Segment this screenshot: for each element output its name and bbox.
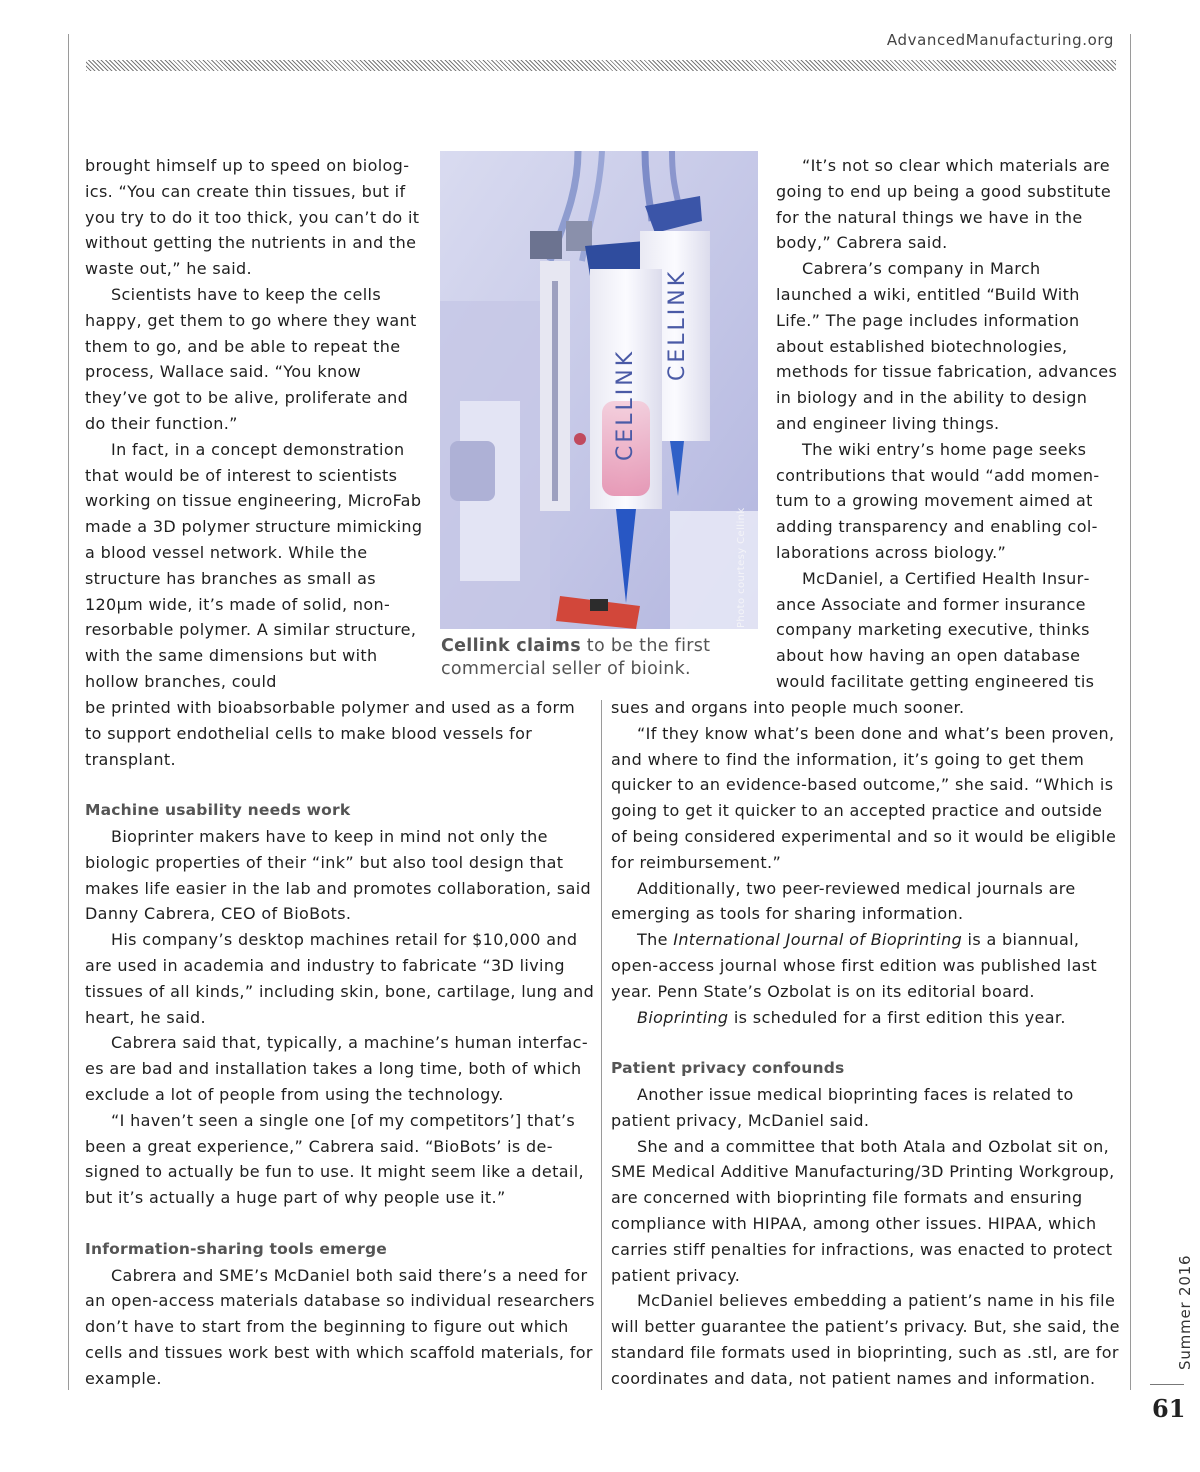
paragraph: be printed with bioabsorbable polymer and used as a form to support endothelial cells to make blood vessels for transplant. bbox=[85, 698, 576, 769]
paragraph: She and a committee that both Atala and Ozbolat sit on, SME Medical Additive Manufacturing/3D Printing Workgroup, are concerned with bioprinting file formats and ensuring compliance with HIPAA, among other issues. HIPAA, which carries stiff penalties for infractions, was enacted to protect patient privacy. bbox=[611, 1136, 1115, 1285]
folio-rule bbox=[1150, 1384, 1184, 1385]
caption-text: to be the first commercial seller of bioink. bbox=[441, 636, 711, 679]
site-url: AdvancedManufacturing.org bbox=[886, 31, 1114, 49]
paragraph: The wiki entry’s home page seeks contributions that would “add momentum to a growing movement aimed at adding transparency and enabling collaborations across biology.” bbox=[776, 439, 1100, 562]
paragraph: McDaniel, a Certified Health Insurance Associate and former insurance company marketing executive, thinks about how having an open database would facilitate getting engineered tis bbox=[776, 568, 1095, 691]
section-heading: Information-sharing tools emerge bbox=[85, 1239, 387, 1258]
paragraph: “If they know what’s been done and what’s been proven, and where to find the information, it’s going to get them quicker to an evidence-based outcome,” she said. “Which is going to get it quicker to an accepted practice and outside of being considered experimental and so it would be eligible for reimbursement.” bbox=[611, 723, 1117, 872]
column-right-bottom bbox=[611, 695, 1121, 1392]
column-left-bottom bbox=[85, 695, 595, 1392]
text: The bbox=[637, 930, 674, 950]
header-hatch-bar bbox=[86, 60, 1116, 71]
paragraph: McDaniel believes embedding a patient’s name in his file will better guarantee the patient’s privacy. But, she said, the standard file formats used in bioprinting, such as .stl, are for coordinates and data, not patient names and information. bbox=[611, 1291, 1120, 1388]
page-number: 61 bbox=[1152, 1394, 1186, 1423]
paragraph: sues and organs into people much sooner. bbox=[611, 698, 965, 717]
paragraph: brought himself up to speed on biologics. “You can create thin tissues, but if you try to do it too thick, you can’t do it without getting the nutrients in and the waste out,” he said. bbox=[85, 156, 420, 279]
paragraph: Cabrera and SME’s McDaniel both said there’s a need for an open-access materials database so individual researchers don’t have to start from the beginning to figure out which cells and tissues work best with which scaffold materials, for example. bbox=[85, 1265, 595, 1388]
paragraph: Scientists have to keep the cells happy, get them to go where they want them to go, and be able to repeat the process, Wallace said. “You know they’ve got to be alive, proliferate and do their function.” bbox=[85, 284, 417, 433]
journal-title: International Journal of Bioprinting bbox=[673, 930, 963, 950]
paragraph: “I haven’t seen a single one [of my competitors’] that’s been a great experience,” Cabrera said. “BioBots’ is designed to actually be fun to use. It might seem like a detail, but it’s actually a huge part of why people use it.” bbox=[85, 1110, 584, 1208]
paragraph: Additionally, two peer-reviewed medical journals are emerging as tools for sharing information. bbox=[611, 878, 1076, 924]
paragraph: Another issue medical bioprinting faces is related to patient privacy, McDaniel said. bbox=[611, 1084, 1074, 1130]
section-heading: Patient privacy confounds bbox=[611, 1059, 845, 1078]
caption-bold: Cellink claims bbox=[441, 636, 581, 656]
edition-label: Summer 2016 bbox=[1176, 1254, 1194, 1370]
photo-caption bbox=[441, 635, 761, 681]
column-right-top bbox=[776, 153, 1121, 695]
bioprinter-illustration bbox=[440, 151, 758, 629]
paragraph: In fact, in a concept demonstration that would be of interest to scientists working on tissue engineering, MicroFab made a 3D polymer structure mimicking a blood vessel network. While the structure has branches as small as 120μm wide, it’s made of solid, non-resorbable polymer. A similar structure, with the same dimensions but with hollow branches, could bbox=[85, 439, 423, 691]
left-margin-rule bbox=[68, 34, 69, 1390]
paragraph: Cabrera said that, typically, a machine’s human interfaces are bad and installation takes a long time, both of which exclude a lot of people from using the technology. bbox=[85, 1033, 588, 1104]
section-heading: Machine usability needs work bbox=[85, 801, 351, 820]
back-cartridge-label: CELLINK bbox=[665, 268, 690, 381]
text: is a biannual, open-access journal whose first edition was published last year. Penn State’s Ozbolat is on its editorial board. bbox=[611, 930, 1098, 1001]
journal-title: Bioprinting bbox=[637, 1007, 729, 1027]
paragraph: Bioprinter makers have to keep in mind not only the biologic properties of their “ink” but also tool design that makes life easier in the lab and promotes collaboration, said Danny Cabrera, CEO of BioBots. bbox=[85, 826, 592, 924]
paragraph: His company’s desktop machines retail for $10,000 and are used in academia and industry to fabricate “3D living tissues of all kinds,” including skin, bone, cartilage, lung and heart, he said. bbox=[85, 930, 595, 1027]
photo-credit: Photo courtesy Cellink bbox=[736, 507, 747, 628]
paragraph bbox=[611, 927, 1121, 1004]
paragraph: “It’s not so clear which materials are going to end up being a good substitute for the natural things we have in the body,” Cabrera said. bbox=[776, 156, 1112, 253]
column-left-top bbox=[85, 153, 425, 695]
front-cartridge-label: CELLINK bbox=[613, 348, 638, 461]
right-margin-rule bbox=[1130, 34, 1131, 1390]
paragraph bbox=[611, 1005, 1121, 1031]
paragraph: Cabrera’s company in March launched a wiki, entitled “Build With Life.” The page includes information about established biotechnologies, methods for tissue fabrication, advances in biology and in the ability to design and engineer living things. bbox=[776, 259, 1118, 433]
bioprinter-photo bbox=[440, 151, 758, 629]
column-divider bbox=[601, 700, 602, 1390]
text: is scheduled for a first edition this year. bbox=[728, 1007, 1066, 1027]
